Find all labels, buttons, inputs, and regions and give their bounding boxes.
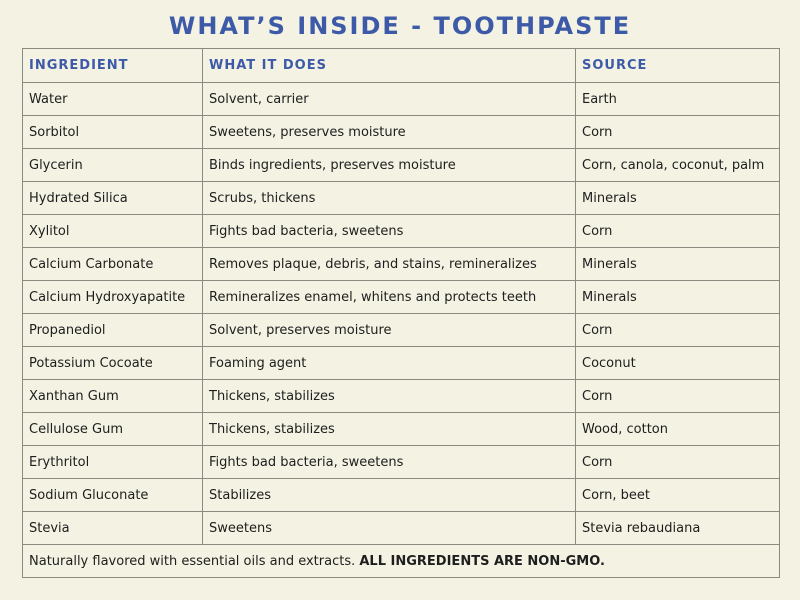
function-cell: Thickens, stabilizes [203, 413, 576, 446]
ingredient-cell: Cellulose Gum [23, 413, 203, 446]
function-cell: Removes plaque, debris, and stains, remineralizes [203, 248, 576, 281]
table-row [23, 512, 780, 545]
footer-note [23, 545, 780, 578]
function-cell: Thickens, stabilizes [203, 380, 576, 413]
function-cell: Remineralizes enamel, whitens and protects teeth [203, 281, 576, 314]
non-gmo-statement: ALL INGREDIENTS ARE NON-GMO. [359, 553, 605, 569]
ingredient-cell: Xanthan Gum [23, 380, 203, 413]
footer-text: Naturally flavored with essential oils and extracts. [29, 553, 360, 569]
table-row [23, 248, 780, 281]
table-row [23, 215, 780, 248]
source-cell: Corn, canola, coconut, palm [576, 149, 780, 182]
table-row [23, 314, 780, 347]
source-cell: Minerals [576, 248, 780, 281]
function-cell: Sweetens [203, 512, 576, 545]
table-row [23, 149, 780, 182]
function-cell: Binds ingredients, preserves moisture [203, 149, 576, 182]
ingredient-cell: Glycerin [23, 149, 203, 182]
source-cell: Corn, beet [576, 479, 780, 512]
ingredient-cell: Water [23, 83, 203, 116]
source-cell: Corn [576, 380, 780, 413]
table-header-row [23, 49, 780, 83]
table-row [23, 446, 780, 479]
ingredient-cell: Potassium Cocoate [23, 347, 203, 380]
column-header-source: SOURCE [576, 49, 780, 83]
table-row [23, 479, 780, 512]
ingredient-cell: Stevia [23, 512, 203, 545]
ingredient-cell: Calcium Carbonate [23, 248, 203, 281]
table-row [23, 413, 780, 446]
source-cell: Minerals [576, 281, 780, 314]
ingredient-cell: Sodium Gluconate [23, 479, 203, 512]
table-row [23, 380, 780, 413]
function-cell: Solvent, carrier [203, 83, 576, 116]
function-cell: Solvent, preserves moisture [203, 314, 576, 347]
table-row [23, 281, 780, 314]
source-cell: Corn [576, 215, 780, 248]
table-row [23, 347, 780, 380]
source-cell: Corn [576, 446, 780, 479]
function-cell: Scrubs, thickens [203, 182, 576, 215]
ingredient-cell: Calcium Hydroxyapatite [23, 281, 203, 314]
function-cell: Foaming agent [203, 347, 576, 380]
source-cell: Corn [576, 314, 780, 347]
function-cell: Fights bad bacteria, sweetens [203, 215, 576, 248]
ingredient-cell: Xylitol [23, 215, 203, 248]
source-cell: Coconut [576, 347, 780, 380]
page-title: WHAT’S INSIDE - TOOTHPASTE [168, 12, 632, 40]
column-header-what-it-does: WHAT IT DOES [203, 49, 576, 83]
table-row [23, 182, 780, 215]
ingredient-cell: Sorbitol [23, 116, 203, 149]
source-cell: Stevia rebaudiana [576, 512, 780, 545]
source-cell: Minerals [576, 182, 780, 215]
function-cell: Stabilizes [203, 479, 576, 512]
ingredient-cell: Hydrated Silica [23, 182, 203, 215]
ingredients-table [22, 48, 780, 578]
function-cell: Sweetens, preserves moisture [203, 116, 576, 149]
ingredient-cell: Propanediol [23, 314, 203, 347]
source-cell: Corn [576, 116, 780, 149]
column-header-ingredient: INGREDIENT [23, 49, 203, 83]
ingredient-cell: Erythritol [23, 446, 203, 479]
function-cell: Fights bad bacteria, sweetens [203, 446, 576, 479]
table-footer-row [23, 545, 780, 578]
source-cell: Earth [576, 83, 780, 116]
table-row [23, 83, 780, 116]
source-cell: Wood, cotton [576, 413, 780, 446]
table-row [23, 116, 780, 149]
